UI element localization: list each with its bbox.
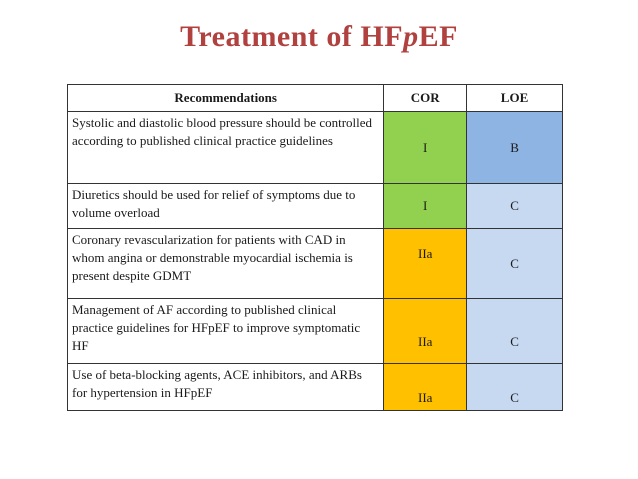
- header-cor: COR: [384, 85, 467, 112]
- table-row: [68, 299, 563, 364]
- cor-cell: IIa: [384, 364, 467, 411]
- loe-cell: C: [467, 364, 563, 411]
- recommendations-table: [67, 84, 563, 411]
- header-loe: LOE: [467, 85, 563, 112]
- title-italic-p: p: [403, 20, 419, 53]
- recommendation-text: Coronary revascularization for patients with CAD in whom angina or demonstrable myocardial ischemia is present despite GDMT: [68, 229, 384, 299]
- title-prefix: Treatment of HF: [180, 20, 404, 53]
- recommendation-text: Systolic and diastolic blood pressure should be controlled according to published clinical practice guidelines: [68, 112, 384, 184]
- table-row: [68, 184, 563, 229]
- page-title: [0, 20, 638, 54]
- header-recommendations: Recommendations: [68, 85, 384, 112]
- recommendation-text: Diuretics should be used for relief of symptoms due to volume overload: [68, 184, 384, 229]
- table-header-row: [68, 85, 563, 112]
- loe-cell: C: [467, 184, 563, 229]
- cor-cell: I: [384, 112, 467, 184]
- table-row: [68, 229, 563, 299]
- loe-cell: C: [467, 299, 563, 364]
- table-row: [68, 364, 563, 411]
- loe-cell: B: [467, 112, 563, 184]
- cor-cell: IIa: [384, 299, 467, 364]
- recommendation-text: Management of AF according to published clinical practice guidelines for HFpEF to improve symptomatic HF: [68, 299, 384, 364]
- loe-cell: C: [467, 229, 563, 299]
- title-suffix: EF: [418, 20, 458, 53]
- table-row: [68, 112, 563, 184]
- cor-cell: IIa: [384, 229, 467, 299]
- cor-cell: I: [384, 184, 467, 229]
- recommendation-text: Use of beta-blocking agents, ACE inhibitors, and ARBs for hypertension in HFpEF: [68, 364, 384, 411]
